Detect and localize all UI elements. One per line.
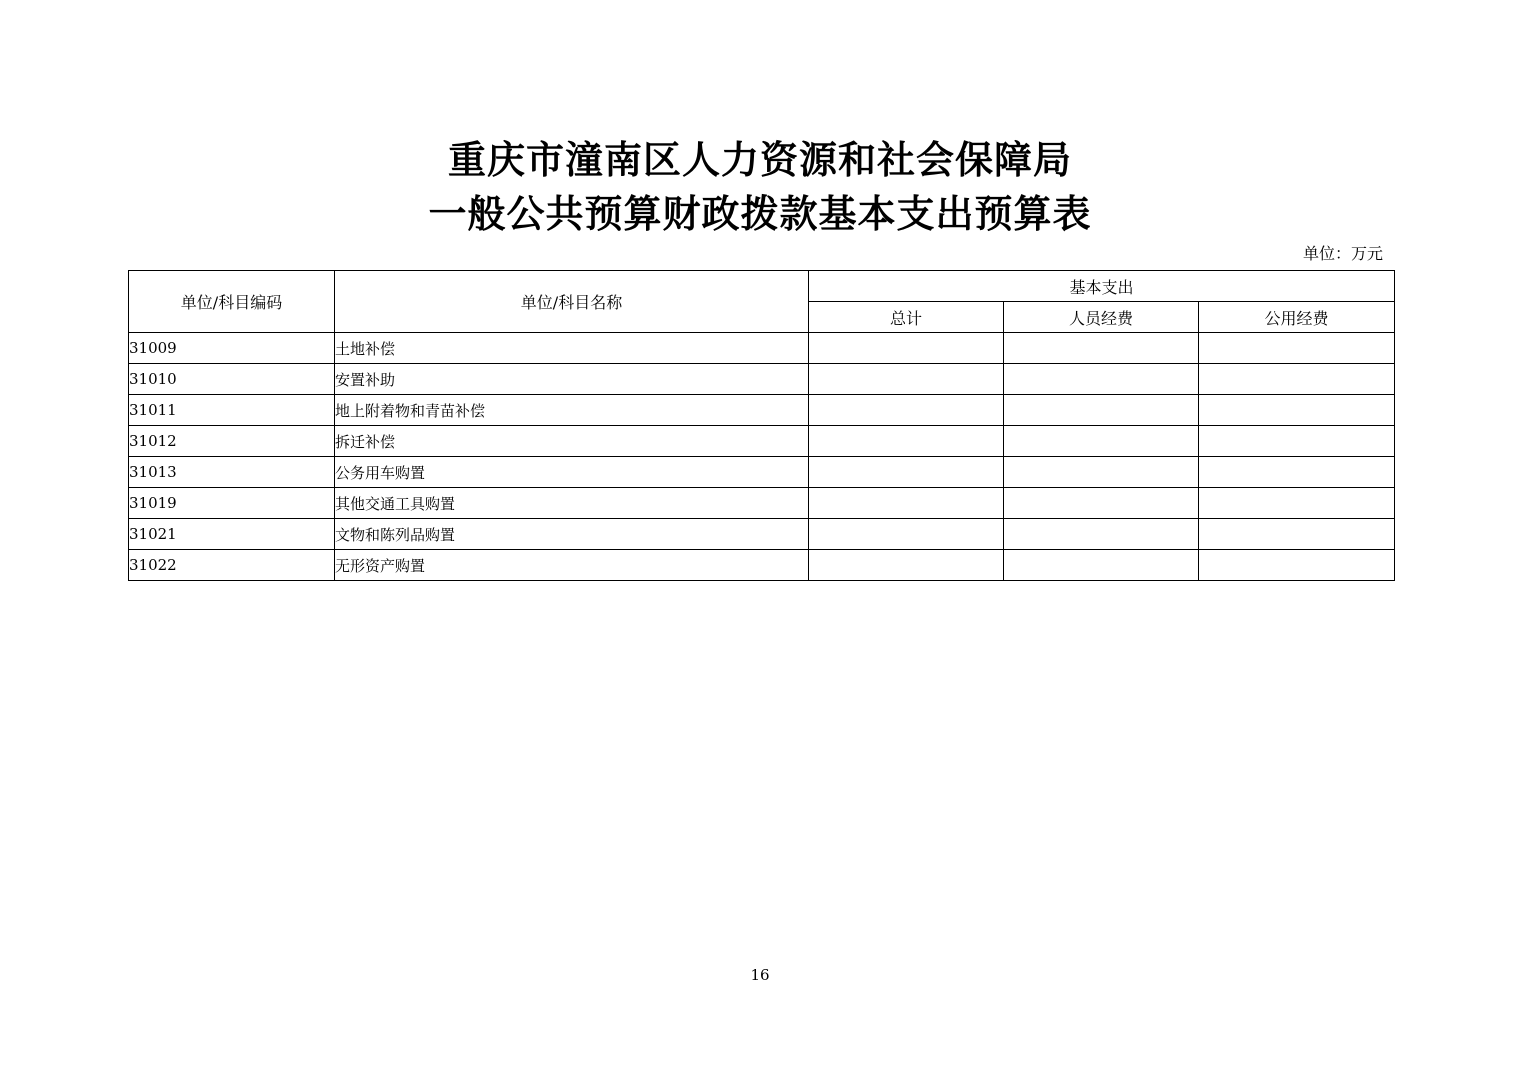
page-subtitle: 一般公共预算财政拨款基本支出预算表 bbox=[428, 191, 1092, 236]
header-basic-expenditure: 基本支出 bbox=[809, 271, 1395, 302]
cell-public bbox=[1199, 395, 1395, 426]
cell-total bbox=[809, 488, 1004, 519]
cell-code: 31011 bbox=[129, 395, 335, 426]
cell-public bbox=[1199, 333, 1395, 364]
header-code: 单位/科目编码 bbox=[129, 271, 335, 333]
cell-total bbox=[809, 426, 1004, 457]
cell-personnel bbox=[1004, 364, 1199, 395]
cell-personnel bbox=[1004, 488, 1199, 519]
table-row bbox=[129, 395, 1395, 426]
cell-personnel bbox=[1004, 519, 1199, 550]
cell-name: 公务用车购置 bbox=[335, 457, 809, 488]
cell-total bbox=[809, 550, 1004, 581]
cell-code: 31012 bbox=[129, 426, 335, 457]
cell-code: 31013 bbox=[129, 457, 335, 488]
cell-public bbox=[1199, 488, 1395, 519]
cell-name: 土地补偿 bbox=[335, 333, 809, 364]
cell-public bbox=[1199, 426, 1395, 457]
cell-code: 31022 bbox=[129, 550, 335, 581]
table-row bbox=[129, 426, 1395, 457]
header-total: 总计 bbox=[809, 302, 1004, 333]
cell-code: 31010 bbox=[129, 364, 335, 395]
page-title: 重庆市潼南区人力资源和社会保障局 bbox=[447, 137, 1072, 182]
cell-personnel bbox=[1004, 395, 1199, 426]
cell-personnel bbox=[1004, 333, 1199, 364]
cell-name: 无形资产购置 bbox=[335, 550, 809, 581]
header-public: 公用经费 bbox=[1199, 302, 1395, 333]
cell-name: 地上附着物和青苗补偿 bbox=[335, 395, 809, 426]
cell-name: 文物和陈列品购置 bbox=[335, 519, 809, 550]
cell-personnel bbox=[1004, 550, 1199, 581]
cell-public bbox=[1199, 519, 1395, 550]
table-row bbox=[129, 519, 1395, 550]
table-row bbox=[129, 333, 1395, 364]
cell-public bbox=[1199, 550, 1395, 581]
unit-label: 单位：万元 bbox=[1302, 244, 1383, 263]
cell-code: 31009 bbox=[129, 333, 335, 364]
cell-name: 其他交通工具购置 bbox=[335, 488, 809, 519]
cell-code: 31021 bbox=[129, 519, 335, 550]
cell-total bbox=[809, 519, 1004, 550]
cell-code: 31019 bbox=[129, 488, 335, 519]
page-number: 16 bbox=[750, 966, 770, 984]
header-name: 单位/科目名称 bbox=[335, 271, 809, 333]
cell-public bbox=[1199, 457, 1395, 488]
cell-personnel bbox=[1004, 426, 1199, 457]
table-row bbox=[129, 364, 1395, 395]
cell-name: 安置补助 bbox=[335, 364, 809, 395]
table-row bbox=[129, 488, 1395, 519]
table-row bbox=[129, 457, 1395, 488]
cell-total bbox=[809, 395, 1004, 426]
table-row bbox=[129, 550, 1395, 581]
cell-public bbox=[1199, 364, 1395, 395]
budget-table bbox=[128, 270, 1395, 581]
cell-personnel bbox=[1004, 457, 1199, 488]
cell-total bbox=[809, 333, 1004, 364]
cell-total bbox=[809, 457, 1004, 488]
header-personnel: 人员经费 bbox=[1004, 302, 1199, 333]
cell-name: 拆迁补偿 bbox=[335, 426, 809, 457]
cell-total bbox=[809, 364, 1004, 395]
